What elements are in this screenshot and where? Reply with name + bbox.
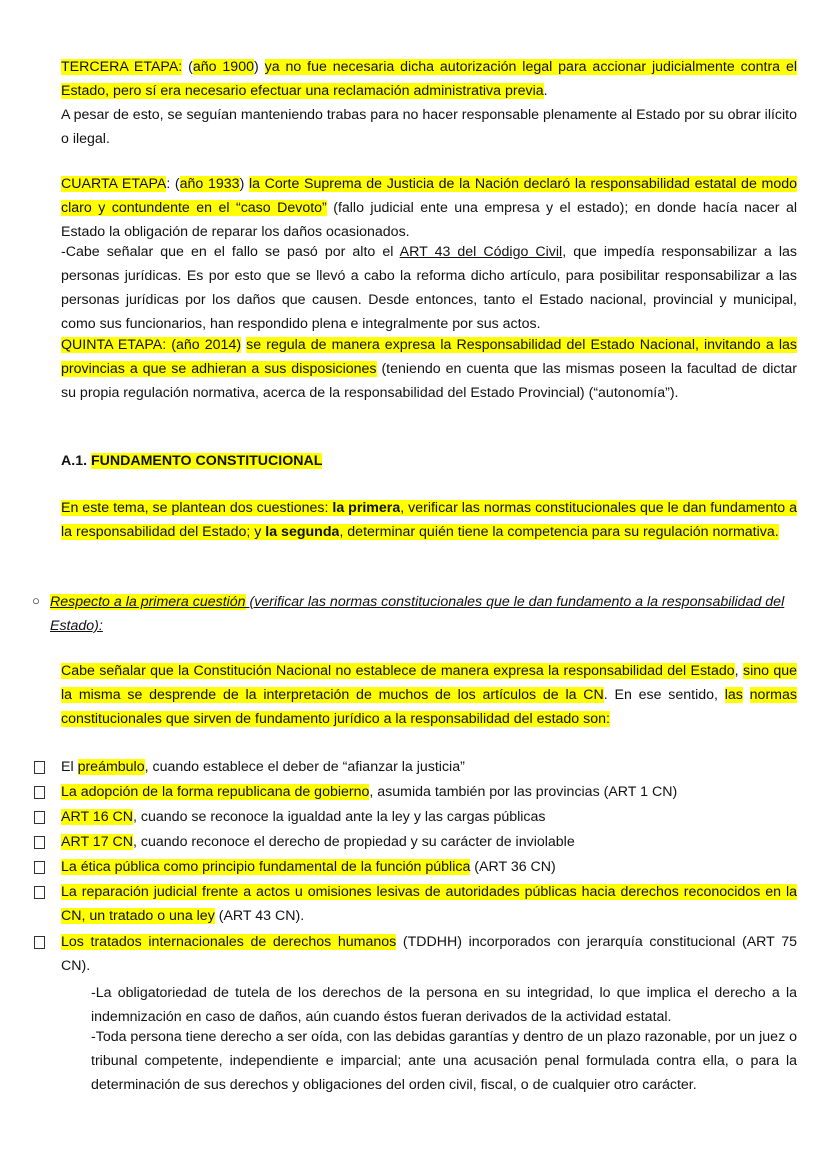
paragraph-cuarta-etapa <box>61 172 797 244</box>
tema-text: En este tema, se plantean dos cuestiones: <box>61 500 333 516</box>
text: (TDDHH) incorporados con jerarquía constitucional (ART 75 CN). <box>61 934 797 974</box>
sub-paragraph-toda-persona: -Toda persona tiene derecho a ser oída, con las debidas garantías y dentro de un plazo razonable, por un juez o tribunal competente, independiente e imparcial; ante una acusación penal formulada contra ella, o para la determinación de sus derechos y obligaciones del orden civil, fiscal, o de cualquier otro carácter. <box>91 1029 797 1093</box>
tercera-label: TERCERA ETAPA: <box>61 59 183 75</box>
list-item <box>61 880 797 928</box>
square-bullet-icon <box>34 786 45 799</box>
year-1933: año 1933 <box>179 176 240 192</box>
list-item <box>61 855 797 879</box>
square-bullet-icon <box>34 886 45 899</box>
quinta-label: QUINTA ETAPA: (año 2014) <box>61 337 242 353</box>
text: , que impedía responsabilizar a las personas jurídicas. Es por esto que se llevó a cabo la reforma dicho artículo, para posibilitar responsabilizar a las personas jurídicas por los daños que causen. Desde entonces, tanto el Estado nacional, provincial y municipal, como sus funcionarios, han respondido plena e integralmente por sus actos. <box>61 244 797 332</box>
text: : ( <box>166 176 180 192</box>
cn-highlight: sino que la misma se desprende de la interpretación de muchos de los artículos de la CN <box>61 663 798 703</box>
text: (fallo judicial ente una empresa y el estado); en donde hacía nacer al Estado la obligación de reparar los daños ocasionados. <box>61 200 797 240</box>
cuestion-label: Respecto a la primera cuestión <box>50 594 246 610</box>
cuestion-detail: (verificar las normas constitucionales que le dan fundamento a la responsabilidad del Estado): <box>50 594 785 634</box>
la-segunda: la segunda <box>265 524 340 540</box>
circle-bullet-icon: ○ <box>32 593 40 608</box>
list-highlight: preámbulo <box>77 759 145 775</box>
cn-highlight: normas constitucionales que sirven de fundamento jurídico a la responsabilidad del estado son: <box>61 687 797 727</box>
text <box>743 687 750 703</box>
text: , asumida también por las provincias (ART 1 CN) <box>369 784 678 800</box>
text: (ART 36 CN) <box>470 859 556 875</box>
text: . <box>543 83 548 99</box>
quinta-highlight: se regula de manera expresa la Responsabilidad del Estado Nacional, invitando a las provincias a que se adhieran a sus disposiciones <box>61 337 797 377</box>
paragraph-a-pesar: A pesar de esto, se seguían manteniendo trabas para no hacer responsable plenamente al Estado por su obrar ilícito o ilegal. <box>61 107 797 147</box>
paragraph-tercera-etapa <box>61 55 797 103</box>
text: (teniendo en cuenta que las mismas poseen la facultad de dictar su propia regulación normativa, acerca de la responsabilidad del Estado Provincial) (“autonomía”). <box>61 361 798 401</box>
sub-paragraph-tutela: -La obligatoriedad de tutela de los derechos de la persona en su integridad, lo que implica el derecho a la indemnización en caso de daños, aún cuando éstos fueran derivados de la actividad estatal. <box>91 985 797 1025</box>
list-highlight: La reparación judicial frente a actos u omisiones lesivas de autoridades públicas hacia derechos reconocidos en la CN, un tratado o una ley <box>61 884 797 924</box>
heading-title: FUNDAMENTO CONSTITUCIONAL <box>90 453 323 469</box>
list-highlight: La adopción de la forma republicana de gobierno <box>61 784 370 800</box>
text: El <box>61 759 78 775</box>
list-highlight: ART 16 CN <box>61 809 134 825</box>
tercera-highlight: ya no fue necesaria dicha autorización legal para accionar judicialmente contra el Estado, pero sí era necesario efectuar una reclamación administrativa previa <box>61 59 797 99</box>
text: ) <box>253 59 265 75</box>
primera-cuestion-heading <box>50 590 798 638</box>
square-bullet-icon <box>34 811 45 824</box>
paragraph-constitucion <box>61 659 797 731</box>
la-primera: la primera <box>332 500 401 516</box>
year-1900: año 1900 <box>192 59 254 75</box>
cuarta-highlight: la Corte Suprema de Justicia de la Nación declaró la responsabilidad estatal de modo claro y contundente en el “caso Devoto” <box>61 176 797 216</box>
list-item <box>61 755 797 779</box>
text: . En ese sentido, <box>603 687 725 703</box>
list-item <box>61 805 797 829</box>
cn-highlight: Cabe señalar que la Constitución Nacional no establece de manera expresa la responsabilidad del Estado <box>61 663 735 679</box>
text: , cuando se reconoce la igualdad ante la ley y las cargas públicas <box>133 809 546 825</box>
text: -Cabe señalar que en el fallo se pasó por alto el <box>61 244 400 260</box>
list-item <box>61 780 797 804</box>
square-bullet-icon <box>34 761 45 774</box>
cuarta-label: CUARTA ETAPA <box>61 176 167 192</box>
square-bullet-icon <box>34 936 45 949</box>
square-bullet-icon <box>34 836 45 849</box>
list-item <box>61 830 797 854</box>
tema-text: , determinar quién tiene la competencia para su regulación normativa. <box>339 524 779 540</box>
text: , <box>734 663 743 679</box>
cn-highlight: las <box>724 687 743 703</box>
paragraph-quinta-etapa <box>61 333 797 405</box>
list-highlight: ART 17 CN <box>61 834 134 850</box>
list-item <box>61 930 797 978</box>
paragraph-cabe-senalar <box>61 240 797 336</box>
text: , cuando establece el deber de “afianzar la justicia” <box>144 759 465 775</box>
art-43-codigo-civil: ART 43 del Código Civil <box>399 244 563 260</box>
text: ( <box>182 59 193 75</box>
list-highlight: Los tratados internacionales de derechos humanos <box>61 934 397 950</box>
text: ) <box>239 176 249 192</box>
text: (ART 43 CN). <box>214 908 305 924</box>
paragraph-en-este-tema <box>61 496 797 544</box>
heading-number: A.1. <box>61 453 91 469</box>
square-bullet-icon <box>34 861 45 874</box>
section-heading <box>61 449 797 473</box>
text: , cuando reconoce el derecho de propiedad y su carácter de inviolable <box>133 834 575 850</box>
tema-text: , verificar las normas constitucionales que le dan fundamento a la responsabilidad del Estado; y <box>61 500 798 540</box>
list-highlight: La ética pública como principio fundamental de la función pública <box>61 859 471 875</box>
